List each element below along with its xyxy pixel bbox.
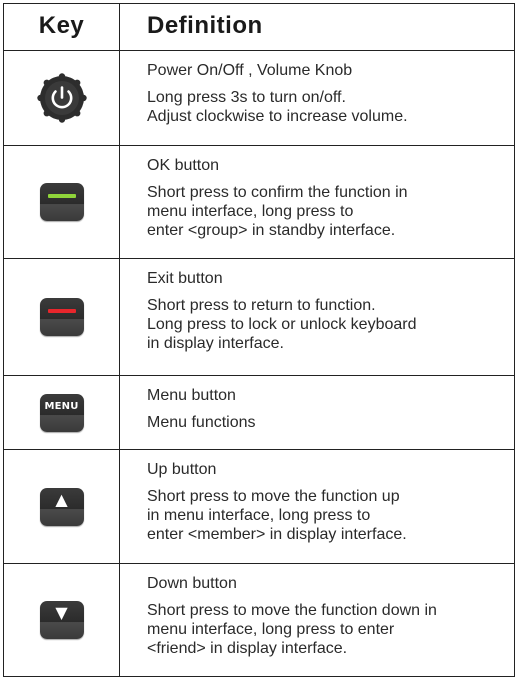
power-knob-icon	[36, 72, 88, 124]
table-row	[4, 376, 514, 450]
exit-indicator-bar	[48, 309, 76, 313]
column-divider	[119, 450, 120, 563]
table-row	[4, 564, 514, 676]
key-description: Short press to confirm the function in menu interface, long press to enter <group> in standby interface.	[147, 184, 408, 239]
table-row	[4, 146, 514, 259]
key-title: Power On/Off , Volume Knob	[147, 62, 353, 79]
definition-cell	[147, 386, 506, 432]
table-row	[4, 450, 514, 564]
ok-indicator-bar	[48, 194, 76, 198]
column-divider	[119, 146, 120, 258]
key-cell	[4, 146, 119, 258]
table-row	[4, 259, 514, 376]
up-triangle-icon: ▲	[55, 489, 68, 509]
definition-cell	[147, 460, 506, 544]
definition-cell	[147, 574, 506, 658]
menu-key-text: MENU	[44, 400, 79, 412]
ok-button-icon	[40, 183, 84, 221]
key-title: Exit button	[147, 270, 223, 287]
key-description: Long press 3s to turn on/off. Adjust clockwise to increase volume.	[147, 89, 408, 125]
column-divider	[119, 4, 120, 50]
key-title: Down button	[147, 575, 237, 592]
table-header-row	[4, 4, 514, 51]
key-description: Short press to move the function down in menu interface, long press to enter <friend> in display interface.	[147, 602, 437, 657]
key-title: Up button	[147, 461, 217, 478]
menu-button-icon	[40, 394, 84, 432]
column-divider	[119, 376, 120, 449]
definition-cell	[147, 61, 506, 126]
column-divider	[119, 564, 120, 676]
exit-button-icon	[40, 298, 84, 336]
key-cell	[4, 564, 119, 676]
key-description: Menu functions	[147, 414, 256, 431]
definition-cell	[147, 269, 506, 353]
key-definition-table	[3, 3, 515, 677]
definition-cell	[147, 156, 506, 240]
definition-column-header: Definition	[147, 12, 263, 39]
key-column-header: Key	[38, 12, 85, 39]
key-description: Short press to move the function up in menu interface, long press to enter <member> in display interface.	[147, 488, 407, 543]
key-cell	[4, 259, 119, 375]
key-title: Menu button	[147, 387, 236, 404]
key-description: Short press to return to function. Long press to lock or unlock keyboard in display interface.	[147, 297, 417, 352]
key-cell	[4, 376, 119, 449]
column-divider	[119, 259, 120, 375]
column-divider	[119, 51, 120, 145]
down-arrow-button-icon	[40, 601, 84, 639]
key-cell	[4, 450, 119, 563]
key-cell	[4, 51, 119, 145]
down-triangle-icon: ▼	[55, 603, 68, 622]
up-arrow-button-icon	[40, 488, 84, 526]
key-title: OK button	[147, 157, 220, 174]
table-row	[4, 51, 514, 146]
